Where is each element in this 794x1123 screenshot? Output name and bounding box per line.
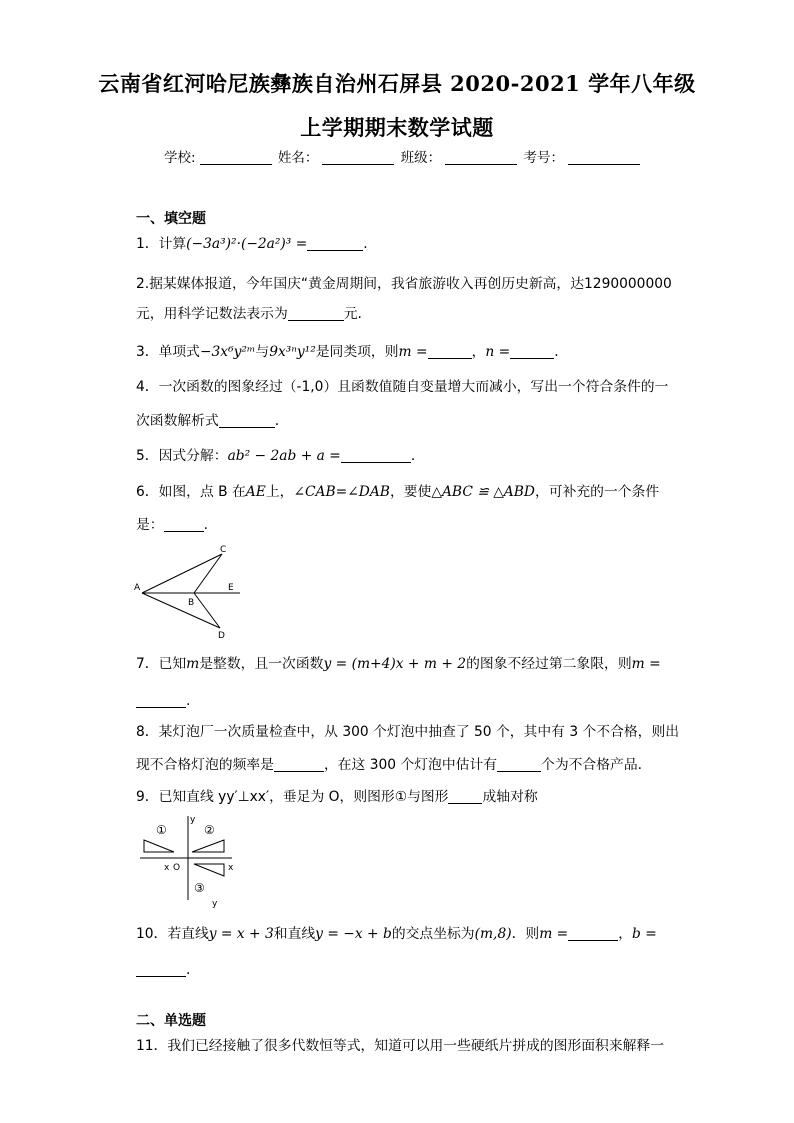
label-c: C: [220, 545, 227, 555]
question-9: 9．已知直线 yy′⊥xx′，垂足为 O，则图形①与图形 成轴对称: [136, 789, 538, 805]
line-ac: [142, 554, 222, 593]
line-bc: [194, 554, 222, 593]
question-1: 1．计算(−3a³)²·(−2a²)³ = .: [136, 236, 368, 252]
question-5: 5．因式分解：ab² − 2ab + a = .: [136, 448, 416, 464]
section-single-choice: 二、单选题: [136, 1013, 206, 1029]
label-x-left: x: [164, 863, 170, 873]
class-label: 班级：: [400, 150, 442, 166]
question-3: 3．单项式−3x⁶y²ᵐ与9x³ⁿy¹²是同类项，则m = ，n = .: [136, 344, 559, 360]
label-x-right: x: [228, 863, 234, 873]
title-line-1: 云南省红河哈尼族彝族自治州石屏县 2020-2021 学年八年级: [98, 71, 696, 96]
label-figure-2: ②: [204, 823, 215, 837]
answer-blank-6[interactable]: [164, 517, 204, 532]
answer-blank-10m[interactable]: [568, 926, 618, 941]
question-11-line-1: 11．我们已经接触了很多代数恒等式，知道可以用一些硬纸片拼成的图形面积来解释一: [136, 1038, 665, 1054]
label-figure-3: ③: [194, 881, 205, 895]
question-6-line-1: 6．如图，点 B 在AE上，∠CAB=∠DAB，要使△ABC ≌ △ABD，可补充的一个条件: [136, 484, 660, 500]
label-b: B: [188, 598, 195, 608]
answer-blank-10b[interactable]: [136, 962, 186, 977]
triangle-1: [144, 840, 174, 852]
answer-blank-1[interactable]: [307, 236, 363, 251]
question-8-line-2: 现不合格灯泡的频率是 ，在这 300 个灯泡中估计有 个为不合格产品.: [136, 757, 643, 773]
label-y-top: y: [190, 815, 196, 825]
answer-blank-4[interactable]: [219, 413, 275, 428]
question-6-line-2: 是： .: [136, 517, 208, 533]
answer-blank-9[interactable]: [448, 789, 482, 804]
answer-blank-3n[interactable]: [510, 344, 554, 359]
question-7-line-1: 7．已知m是整数，且一次函数y = (m+4)x + m + 2的图象不经过第二象限，则m =: [136, 656, 661, 672]
section-fill-blank: 一、填空题: [136, 211, 206, 227]
title-line-2: 上学期期末数学试题: [300, 115, 494, 140]
line-ad: [142, 593, 220, 628]
label-y-bottom: y: [212, 899, 218, 908]
figure-question-9: [136, 812, 244, 908]
answer-blank-8b[interactable]: [497, 757, 541, 772]
label-figure-1: ①: [156, 823, 167, 837]
label-origin: O: [173, 863, 181, 873]
question-2-line-2: 元，用科学记数法表示为 元.: [136, 306, 362, 322]
name-blank[interactable]: [322, 150, 394, 165]
answer-blank-2[interactable]: [288, 306, 344, 321]
question-4-line-1: 4．一次函数的图象经过（-1,0）且函数值随自变量增大而减小，写出一个符合条件的一: [136, 379, 669, 395]
student-info-row: [164, 146, 642, 166]
question-10-line-2: .: [136, 954, 660, 986]
triangle-3: [194, 864, 224, 876]
line-bd: [194, 593, 220, 628]
label-a: A: [134, 583, 141, 593]
answer-blank-5[interactable]: [341, 448, 411, 463]
triangle-2: [192, 840, 224, 852]
question-7-line-2: .: [136, 685, 660, 717]
exam-number-blank[interactable]: [568, 150, 640, 165]
answer-blank-8a[interactable]: [274, 757, 324, 772]
school-label: 学校:: [164, 150, 196, 166]
question-10-line-1: 10．若直线y = x + 3和直线y = −x + b的交点坐标为(m,8)．则m = ，b =: [136, 926, 657, 942]
label-e: E: [228, 583, 234, 593]
answer-blank-7[interactable]: [136, 693, 186, 708]
question-8-line-1: 8．某灯泡厂一次质量检查中，从 300 个灯泡中抽查了 50 个，其中有 3 个不合格，则出: [136, 724, 680, 740]
figure-question-6: [130, 540, 250, 640]
question-4-line-2: 次函数解析式 .: [136, 413, 280, 429]
exam-number-label: 考号：: [523, 150, 564, 166]
name-label: 姓名：: [277, 150, 319, 166]
question-2-line-1: 2.据某媒体报道，今年国庆“黄金周期间，我省旅游收入再创历史新高，达1290000000: [136, 276, 672, 292]
answer-blank-3m[interactable]: [428, 344, 472, 359]
school-blank[interactable]: [200, 150, 272, 165]
class-blank[interactable]: [445, 150, 517, 165]
label-d: D: [218, 631, 225, 640]
